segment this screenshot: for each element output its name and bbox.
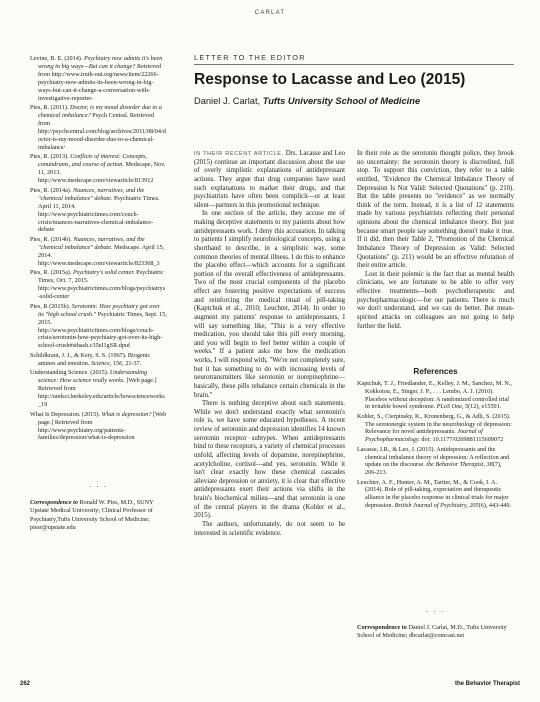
reference-text: Levine, B. E. (2014). bbox=[30, 55, 84, 62]
correspondence-text: Ronald W. Pies, M.D., SUNY Upstate Medical University; Clinical Professor of Psychiatry,Tufts University School of Medicine; piesr@upstate.edu bbox=[30, 499, 154, 531]
reference-text: Pies, R. (2011). bbox=[30, 104, 70, 112]
reference-source: (6), 443-449. bbox=[478, 501, 512, 509]
paragraph-text: Lost in their polemic is the fact that as mental health clinicians, we are fortunate to be able to offer very effective treatments—both psychotherapeutic and psychopharmacologic—for our patients. There is much we don't understand, and we can do better. But mean-spirited attacks on colleagues are not going to help further the field. bbox=[357, 270, 514, 330]
paragraph-text: Drs. Lacasse and Leo (2015) continue an important discussion about the use of overly simplistic explanations of antidepressant actions. They argue that drug companies have used such explanations to market their drugs, and that psychiatrists have often been complicit—or at least silent—partners in this promotional technique. bbox=[194, 150, 346, 209]
body-paragraph bbox=[357, 150, 514, 271]
reference-title: British Journal of Psychiatry, 205 bbox=[394, 501, 479, 509]
left-reference-list bbox=[30, 55, 167, 442]
reference-source: Psychiatric Times. April 11, 2014. http://www.psychiatrictimes.com/couch-crisis/nuances-narratives-chemical-imbalance-debate bbox=[38, 194, 160, 234]
reference-text: Lacasse, J.R., & Leo, J. (2015). Antidepressants and the chemical imbalance theory of depression: A reflection and update on the discourse. bbox=[357, 445, 510, 469]
page-number: 262 bbox=[20, 681, 31, 687]
left-column bbox=[30, 55, 167, 532]
article-title: Response to Lacasse and Leo (2015) bbox=[194, 71, 466, 88]
correspondence-text-right: Daniel J. Carlat, M.D., Tufts University School of Medicine; dbcarlat@comcast.net bbox=[357, 624, 507, 640]
reference-text: Pies, R. (2014b). bbox=[30, 236, 74, 243]
running-head: CARLAT bbox=[254, 10, 286, 16]
reference-source: [Web page.] Retrieved from http://undsci.berkeley.edu/article/howscienceworks_19 bbox=[38, 377, 165, 409]
body-paragraph bbox=[194, 210, 345, 400]
reference-source: Medscape. April 15, 2014. http://www.medscape.com/viewarticle/823368_3 bbox=[38, 243, 165, 267]
reference-source: Psychiatric Times, Sept. 15, 2015. http://www.psychiatrictimes.com/blogs/couch-crisis/serotonin-how-psychiatry-got-over-its-high-school-crush#sthash.c35eI1gSR.dpuf bbox=[38, 310, 167, 350]
reference-title: Doctor, is my mood disorder due to a chemical imbalance? bbox=[38, 104, 162, 120]
section-head: LETTER TO THE EDITOR bbox=[194, 53, 514, 65]
reference-title: Psychiatry's solid center. bbox=[72, 269, 135, 277]
reference-text: Kohler, S., Cierpinsky, K., Kronenberg, G., & Adli, S. (2015). The serotonergic system in the neurobiology of depression: Relevance for novel antidepressants. bbox=[357, 412, 512, 436]
reference-entry bbox=[30, 269, 167, 301]
reference-entry bbox=[357, 380, 514, 411]
paragraph-text: In one section of the article, they accuse me of making deceptive statements to my patients about how antidepressants work. I deny this accusation. In talking to patients I simplify neurobiological concepts, using a shorthand to describe, in a simplistic way, some common theories of mental illness. I do this to enhance the placebo effect—which accounts for a significant portion of the overall effectiveness of antidepressants. Two of the most crucial components of the placebo effect are fostering positive expectations of success and reinforcing the medical ritual of pill-taking (Kaptchuk et al., 2010; Leuchter, 2014). In order to augment my patients' response to antidepressants, I will say something like, "This is a very effective medication, you should take this pill every morning, and you will begin to feel better within a couple of weeks." If a patient asks me how the medication works, I will respond with, "We're not completely sure, but it has something to do with increasing levels of neurotransmitters like serotonin or norepinephrine—basically, these pills rebalance certain chemicals in the brain." bbox=[194, 210, 345, 399]
reference-text: Understanding Science. (2015). bbox=[30, 369, 110, 377]
reference-entry bbox=[30, 411, 167, 443]
reference-source: Psych Central. Retrieved from http://psychcentral.com/blog/archives/2011/08/04/doctor-is-my-mood-disorder-due-to-a-chemical-imbalance/ bbox=[38, 112, 166, 151]
body-column-2 bbox=[357, 150, 514, 331]
reference-title: Conflicts of interest: Concepts, conundrums, and course of action. bbox=[38, 153, 147, 169]
body-paragraph bbox=[194, 150, 345, 210]
reference-title: Science, 156, bbox=[90, 359, 124, 367]
right-reference-list bbox=[357, 380, 514, 511]
reference-text: Pies, R. (2014a). bbox=[30, 186, 73, 194]
reference-text: Schildkraut, J. J., & Kety, S. S. (1967). Biogenic amines and emotion. bbox=[30, 351, 151, 367]
reference-title: Understanding science: How science really works. bbox=[38, 369, 148, 385]
reference-title: Nuances, narratives, and the "chemical imbalance" debate. bbox=[38, 236, 145, 251]
references-heading: References bbox=[413, 367, 458, 376]
reference-entry bbox=[357, 479, 514, 510]
correspondence-label: Correspondence to bbox=[30, 499, 78, 507]
reference-title: Journal of Psychopharmacology. bbox=[365, 428, 483, 444]
section-separator-right: . . . bbox=[426, 606, 445, 614]
lead-in: IN THEIR RECENT ARTICLE, bbox=[194, 151, 284, 157]
reference-title: What is depression? bbox=[101, 410, 152, 418]
author-name: Daniel J. Carlat, bbox=[194, 96, 263, 106]
reference-text: What Is Depression. (2015). bbox=[30, 410, 102, 418]
section-separator: . . . bbox=[89, 481, 108, 490]
reference-entry bbox=[357, 413, 514, 444]
reference-source: Medscape, Nov. 11, 2013. http://www.medscape.com/viewarticle/813912 bbox=[38, 161, 166, 185]
reference-entry bbox=[30, 55, 167, 103]
reference-source: (12), e15591. bbox=[468, 403, 502, 411]
reference-source: 21-37. bbox=[123, 359, 142, 367]
body-column-1 bbox=[194, 150, 345, 538]
reference-title: the Behavior Therapist, 38 bbox=[426, 461, 493, 469]
reference-entry bbox=[30, 104, 167, 152]
paragraph-text: In their role as the serotonin thought police, they brook no uncertainty: the serotonin theory is discredited, full stop. To support this conviction, they refer to a table entitled, "Evidence the Chemical Imbalance Theory of Depression Is Not Valid: Selected Quotations" (p. 210). But the table presents no "evidence" as we normally think of the term. Instead, it is a list of 12 statements made by various psychiatrists reflecting their personal opinions about the chemical imbalance theory. But just because smart people say something doesn't make it true. If it did, then their Table 2, "Promotion of the Chemical Imbalance Theory of Depression as Valid: Selected Quotations" (p. 211) would be an effective refutation of their entire article. bbox=[357, 150, 514, 270]
reference-text: Pies, R. (2013). bbox=[30, 153, 71, 161]
reference-entry bbox=[30, 352, 167, 368]
reference-text: Leuchter, A. F., Hunter, A. M., Tartter, M., & Cook, I. A. (2014). Role of pill-taking, expectation and therapeutic alliance in the placebo response in clinical trials for major depression. bbox=[357, 478, 509, 509]
body-paragraph bbox=[357, 271, 514, 331]
reference-title: Psychiatry now admits it's been wrong in big ways—But can it change? bbox=[38, 55, 163, 70]
reference-entry bbox=[30, 153, 167, 185]
reference-title: PLoS One, 5 bbox=[436, 403, 469, 411]
reference-source: Retrieved from http://www.truth-out.org/news/item/22266-psychiatry-now-admits-its-been-wrong-in-big-ways-but-can-it-change-a-conversation-with-investigative-reporter- bbox=[38, 62, 161, 102]
left-correspondence bbox=[30, 499, 167, 531]
reference-text: Kaptchuk, T. J., Friedlander, E., Kelley, J. M., Sanchez, M. N., Kokkotou, E., Singer, J. P., . . . Lembo, A. J. (2010). Placebos without deception: A randomized controlled trial in irritable bowel syndrome. bbox=[357, 380, 512, 411]
correspondence-label-right: Correspondence to bbox=[357, 624, 407, 631]
reference-entry bbox=[30, 236, 167, 268]
paragraph-text: There is nothing deceptive about such statements. While we don't understand exactly what serotonin's role is, we have some educated hypotheses. A recent review of serotonin and depression identifies 14 known serotonin receptor subtypes. When antidepressants bind to these receptors, a variety of chemical processes unfold, affecting levels of dopamine, norepinephrine, acetylcholine, cortisol—and yes, serotonin. While it isn't clear exactly how these chemical cascades alleviate depression or anxiety, it is clear that effective antidepressants exert their actions via shifts in the brain's biochemical milieu—and that serotonin is one of the central players in the drama (Kohler et al., 2015). bbox=[194, 400, 345, 520]
reference-source: Psychiatric Times, Oct. 7, 2015. http://www.psychiatrictimes.com/blogs/psychiatrys-solid-center bbox=[38, 269, 166, 301]
reference-text: Pies, R (2015b). bbox=[30, 302, 72, 310]
reference-entry bbox=[357, 446, 514, 477]
reference-source: (7), 206-213. bbox=[365, 461, 502, 477]
body-paragraph bbox=[194, 400, 345, 521]
reference-title: Nuances, narratives, and the "chemical imbalance" debate. bbox=[38, 186, 145, 202]
reference-entry bbox=[30, 303, 167, 351]
reference-title: Serotonin: How psychiatry got over its "high school crush." bbox=[38, 302, 161, 318]
reference-text: Pies, R. (2015a). bbox=[30, 269, 73, 277]
right-correspondence bbox=[357, 624, 514, 640]
byline bbox=[194, 96, 514, 106]
reference-source: [Web page.] Retrieved from http://www.psychiatry.org/patients-families/depression/what-is-depression bbox=[38, 410, 167, 442]
body-paragraph bbox=[194, 521, 345, 538]
author-affiliation: Tufts University School of Medicine bbox=[262, 96, 421, 106]
reference-source: doi: 10.1177/0269881115609072 bbox=[419, 436, 504, 444]
reference-entry bbox=[30, 369, 167, 409]
paragraph-text: The authors, unfortunately, do not seem to be interested in scientific evidence. bbox=[194, 520, 345, 537]
journal-name: the Behavior Therapist bbox=[454, 681, 520, 687]
reference-entry bbox=[30, 187, 167, 235]
